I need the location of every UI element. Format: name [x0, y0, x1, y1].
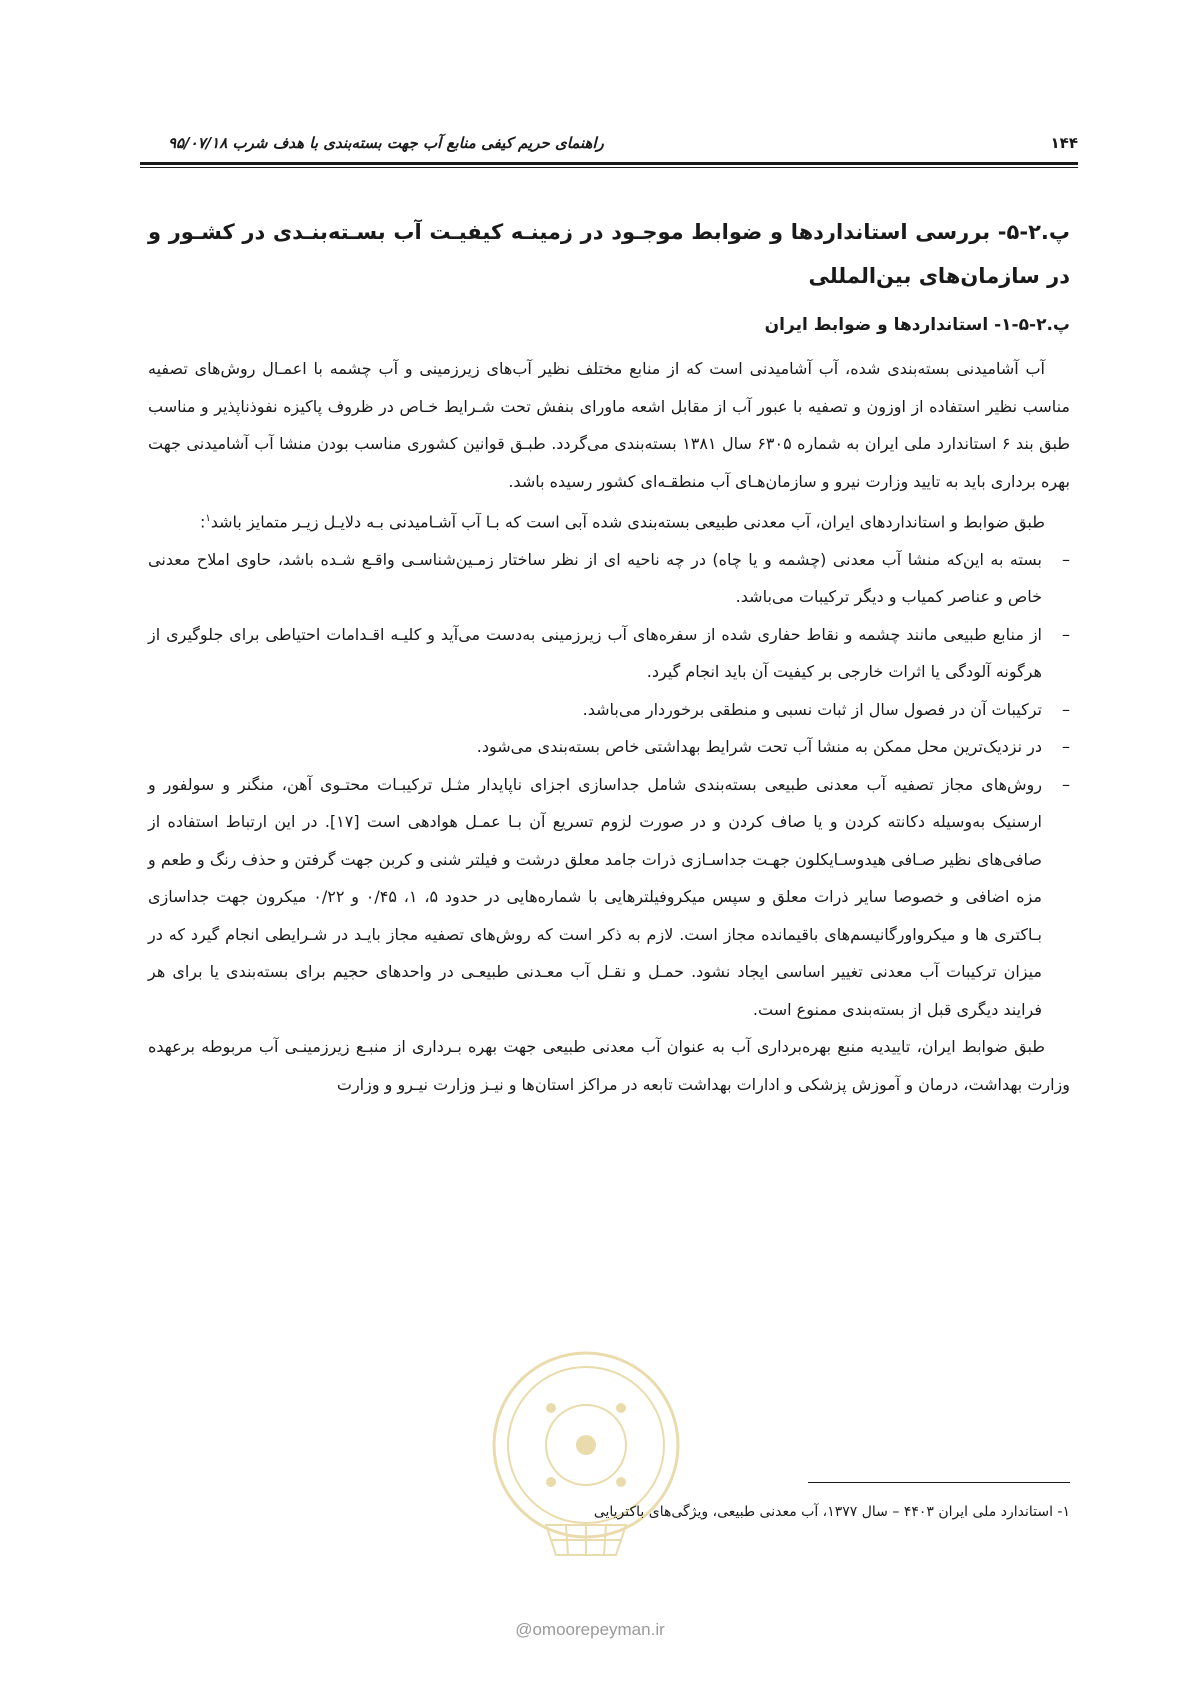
list-item-text: در نزدیک‌ترین محل ممکن به منشا آب تحت شرایط بهداشتی خاص بسته‌بندی می‌شود.	[476, 737, 1042, 757]
paragraph-2-colon: :	[199, 512, 206, 532]
subsection-heading: پ.۲-۵-۱- استانداردها و ضوابط ایران	[764, 315, 1070, 335]
list-item	[148, 691, 1070, 729]
criteria-list	[148, 541, 1070, 1029]
header-rule	[140, 162, 1078, 165]
paragraph-3: طبق ضوابط ایران، تاییدیه منبع بهره‌برداری آب به عنوان آب معدنی طبیعی جهت بهره بـرداری از منبـع زیرزمینـی آب مربوطه برعهده وزارت بهداشت، درمان و آموزش پزشکی و ادارات بهداشت تابعه در مراکز استان‌ها و نیـز وزارت نیـرو و وزارت	[148, 1037, 1070, 1094]
dash-bullet: –	[1062, 699, 1070, 719]
section-heading: پ.۲-۵- بررسی استانداردها و ضوابط موجـود در زمینـه کیفیـت آب بسـته‌بنـدی در کشـور و در سازمان‌های بین‌المللی	[148, 220, 1070, 288]
list-item	[148, 766, 1070, 1029]
footnote-ref: ۱	[205, 513, 211, 524]
list-item	[148, 728, 1070, 766]
main-content	[148, 210, 1070, 1103]
watermark-seal-icon	[476, 1340, 696, 1570]
header-rule-thin	[140, 167, 1078, 168]
header-title-line	[140, 134, 604, 152]
dash-bullet: –	[1062, 737, 1070, 757]
dash-bullet: –	[1062, 549, 1070, 569]
paragraph-2-text: طبق ضوابط و استانداردهای ایران، آب معدنی طبیعی بسته‌بندی شده آبی است که بـا آب آشـامیدنی بـه دلایـل زیـر متمایز باشد	[210, 512, 1045, 532]
list-item	[148, 541, 1070, 616]
paragraph-2	[148, 500, 1070, 541]
footnote: ۱- استاندارد ملی ایران ۴۴۰۳ – سال ۱۳۷۷، آب معدنی طبیعی، ویژگی‌های باکتریایی	[593, 1504, 1070, 1520]
running-header	[140, 130, 1078, 160]
header-date: ۹۵/۰۷/۱۸	[168, 134, 228, 152]
list-item-text: از منابع طبیعی مانند چشمه و نقاط حفاری شده از سفره‌های آب زیرزمینی به‌دست می‌آید و کلیـه اقـدامات احتیاطی برای جلوگیری از هرگونه آلودگی یا اثرات خارجی بر کیفیت آن باید انجام گیرد.	[148, 624, 1042, 682]
paragraph-1: آب آشامیدنی بسته‌بندی شده، آب آشامیدنی است که از منابع مختلف نظیر آب‌های زیرزمینی و آب چشمه با اعمـال روش‌های تصفیه مناسب نظیر استفاده از اوزون و تصفیه با عبور آب از مقابل اشعه ماورای بنفش تحت شـرایط خـاص در ظروف پاکیزه نفوذناپذیر و مناسب طبق بند ۶ استاندارد ملی ایران به شماره ۶۳۰۵ سال ۱۳۸۱ بسته‌بندی می‌گردد. طبـق قوانین کشوری مناسب بودن منشا آب آشامیدنی جهت بهره برداری باید به تایید وزارت نیرو و سازمان‌هـای آب منطقـه‌ای کشور رسیده باشد.	[148, 359, 1071, 491]
list-item-text: روش‌های مجاز تصفیه آب معدنی طبیعی بسته‌بندی شامل جداسازی اجزای ناپایدار مثـل ترکیبـات محتـوی آهن، منگنر و سولفور و ارسنیک به‌وسیله دکانته کردن و یا صاف کردن و در صورت لزوم تسریع آن بـا عمـل هوادهی است [۱۷]. در این ارتباط استفاده از صافی‌های نظیر صـافی هیدوسـایکلون جهـت جداسـازی ذرات جامد معلق درشت و فیلتر شنی و کربن جهت گرفتن و حذف رنگ و طعم و مزه اضافی و خصوصا سایر ذرات معلق و سپس میکروفیلترهایی با شماره‌هایی در حدود ۵، ۱، ۰/۴۵ و ۰/۲۲ میکرون جهت جداسازی بـاکتری ها و میکرواورگانیسم‌های باقیمانده مجاز است. لازم به ذکر است که روش‌های تصفیه مجاز بایـد در شـرایطی انجام گیرد که در میزان ترکیبات آب معدنی تغییر اساسی ایجاد نشود. حمـل و نقـل آب معـدنی طبیعـی در واحدهای حجیم برای بسته‌بندی یا برای هر فرایند دیگری قبل از بسته‌بندی ممنوع است.	[148, 774, 1042, 1019]
dash-bullet: –	[1062, 624, 1070, 644]
footnote-rule	[808, 1482, 1070, 1483]
page-number: ۱۴۴	[1050, 134, 1078, 152]
header-title: راهنمای حریم کیفی منابع آب جهت بسته‌بندی با هدف شرب	[232, 134, 604, 152]
list-item-text: ترکیبات آن در فصول سال از ثبات نسبی و منطقی برخوردار می‌باشد.	[582, 699, 1042, 719]
dash-bullet: –	[1062, 774, 1070, 794]
list-item-text: بسته به این‌که منشا آب معدنی (چشمه و یا چاه) در چه ناحیه ای از نظر ساختار زمـین‌شناسـی واقـع شـده باشد، حاوی املاح معدنی خاص و عناصر کمیاب و دیگر ترکیبات می‌باشد.	[148, 549, 1042, 607]
watermark-site: @omoorepeyman.ir	[515, 1620, 665, 1639]
list-item	[148, 616, 1070, 691]
